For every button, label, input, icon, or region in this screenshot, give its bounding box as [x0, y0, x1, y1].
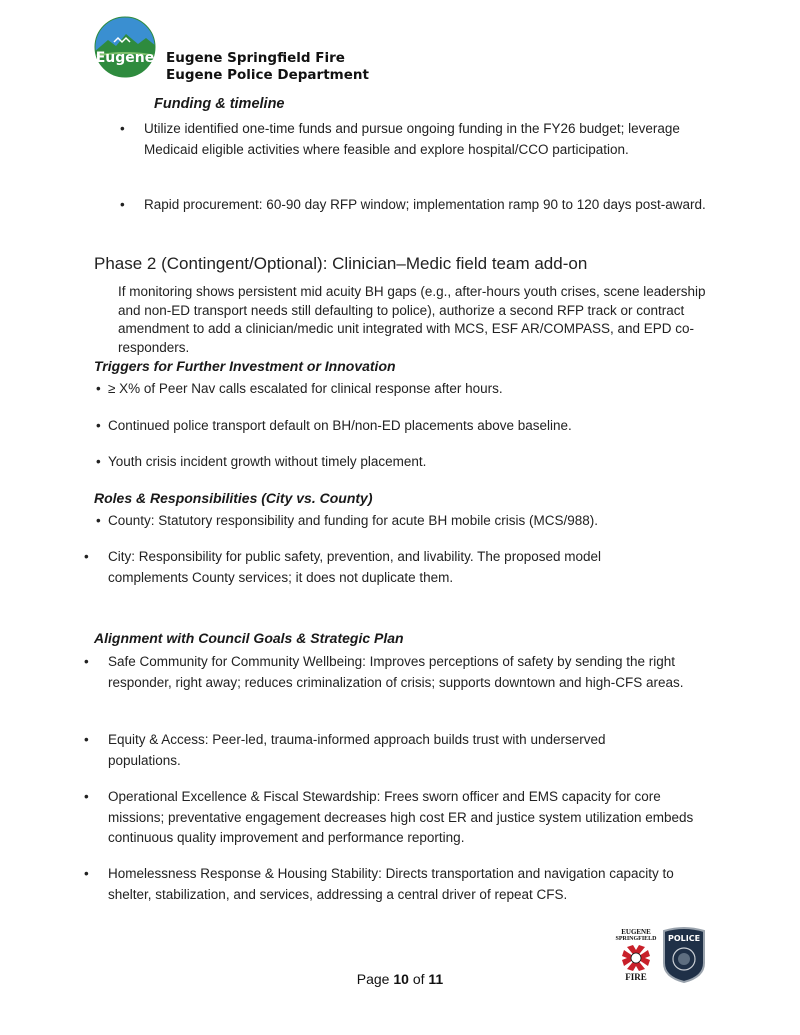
fire-badge-line1: EUGENE — [621, 928, 651, 936]
alignment-bullet-3-text: Operational Excellence & Fiscal Stewardship: Frees sworn officer and EMS capacity for core missions; preventative engagement decreases high cost ER and justice system utilization embeds continuous quality improvement and performance reporting. — [108, 789, 694, 845]
triggers-heading: Triggers for Further Investment or Innovation — [94, 358, 396, 374]
funding-bullet-1: • Utilize identified one-time funds and pursue ongoing funding in the FY26 budget; leverage Medicaid eligible activities where feasible and explore hospital/CCO participation. — [120, 121, 680, 157]
triggers-bullet-1: • ≥ X% of Peer Nav calls escalated for clinical response after hours. — [96, 381, 503, 396]
eugene-logo — [94, 16, 156, 78]
triggers-bullet-1-text: ≥ X% of Peer Nav calls escalated for clinical response after hours. — [108, 381, 503, 396]
maltese-cross-icon — [621, 944, 651, 972]
fire-badge-line2: SPRINGFIELD — [615, 936, 657, 942]
alignment-bullet-3: • Operational Excellence & Fiscal Stewardship: Frees sworn officer and EMS capacity for core missions; preventative engagement decreases high cost ER and justice system utilization embeds continuous quality improvement and performance reporting. — [84, 789, 694, 845]
roles-bullet-2-text: City: Responsibility for public safety, prevention, and livability. The proposed model complements County services; it does not duplicate them. — [108, 549, 602, 585]
funding-bullet-1-text: Utilize identified one-time funds and pursue ongoing funding in the FY26 budget; leverage Medicaid eligible activities where feasible and explore hospital/CCO participation. — [144, 121, 680, 157]
roles-heading: Roles & Responsibilities (City vs. County) — [94, 490, 373, 506]
triggers-bullet-2-text: Continued police transport default on BH/non-ED placements above baseline. — [108, 418, 572, 433]
alignment-bullet-4: • Homelessness Response & Housing Stability: Directs transportation and navigation capacity to shelter, stabilization, and services, addressing a central driver of repeat CFS. — [84, 866, 674, 902]
alignment-bullet-2-text: Equity & Access: Peer-led, trauma-informed approach builds trust with underserved populations. — [108, 732, 606, 768]
roles-bullet-1-text: County: Statutory responsibility and funding for acute BH mobile crisis (MCS/988). — [108, 513, 598, 528]
triggers-bullet-3-text: Youth crisis incident growth without timely placement. — [108, 454, 427, 469]
phase2-title: Phase 2 (Contingent/Optional): Clinician–Medic field team add-on — [94, 254, 588, 273]
alignment-bullet-2: • Equity & Access: Peer-led, trauma-informed approach builds trust with underserved populations. — [84, 732, 606, 768]
alignment-bullet-1: • Safe Community for Community Wellbeing: Improves perceptions of safety by sending the right responder, right away; reduces criminalization of crisis; supports downtown and high-CFS areas. — [84, 654, 684, 690]
triggers-bullet-2: • Continued police transport default on BH/non-ED placements above baseline. — [96, 418, 572, 433]
alignment-bullet-1-text: Safe Community for Community Wellbeing: Improves perceptions of safety by sending the right responder, right away; reduces criminalization of crisis; supports downtown and high-CFS areas. — [108, 654, 684, 690]
police-badge-text: POLICE — [667, 934, 701, 943]
roles-bullet-1: • County: Statutory responsibility and funding for acute BH mobile crisis (MCS/988). — [96, 513, 598, 528]
page-current: 10 — [393, 971, 409, 987]
funding-bullet-2: • Rapid procurement: 60-90 day RFP window; implementation ramp 90 to 120 days post-award. — [120, 197, 706, 212]
funding-bullet-2-text: Rapid procurement: 60-90 day RFP window; implementation ramp 90 to 120 days post-award. — [144, 197, 706, 212]
alignment-heading: Alignment with Council Goals & Strategic Plan — [94, 630, 404, 646]
org-name-fire: Eugene Springfield Fire — [166, 50, 345, 66]
funding-heading: Funding & timeline — [154, 96, 285, 112]
fire-badge-line3: FIRE — [625, 972, 647, 982]
fire-badge — [612, 928, 660, 984]
triggers-bullet-3: • Youth crisis incident growth without timely placement. — [96, 454, 427, 469]
logo-wordmark: Eugene — [95, 50, 155, 66]
phase2-paragraph: If monitoring shows persistent mid acuity BH gaps (e.g., after-hours youth crises, scene leadership and non-ED transport needs still defaulting to police), authorize a second RFP track or contract amendment to add a clinician/medic unit integrated with MCS, ESF AR/COMPASS, and EPD co-responders. — [118, 284, 706, 355]
page-of-label: of — [412, 971, 425, 987]
alignment-bullet-4-text: Homelessness Response & Housing Stability: Directs transportation and navigation capacity to shelter, stabilization, and services, addressing a central driver of repeat CFS. — [108, 866, 674, 902]
org-name-police: Eugene Police Department — [166, 67, 369, 83]
police-badge — [662, 925, 706, 983]
roles-bullet-2: • City: Responsibility for public safety, prevention, and livability. The proposed model complements County services; it does not duplicate them. — [84, 549, 602, 585]
page-total: 11 — [428, 971, 444, 987]
page-label: Page — [356, 971, 390, 987]
